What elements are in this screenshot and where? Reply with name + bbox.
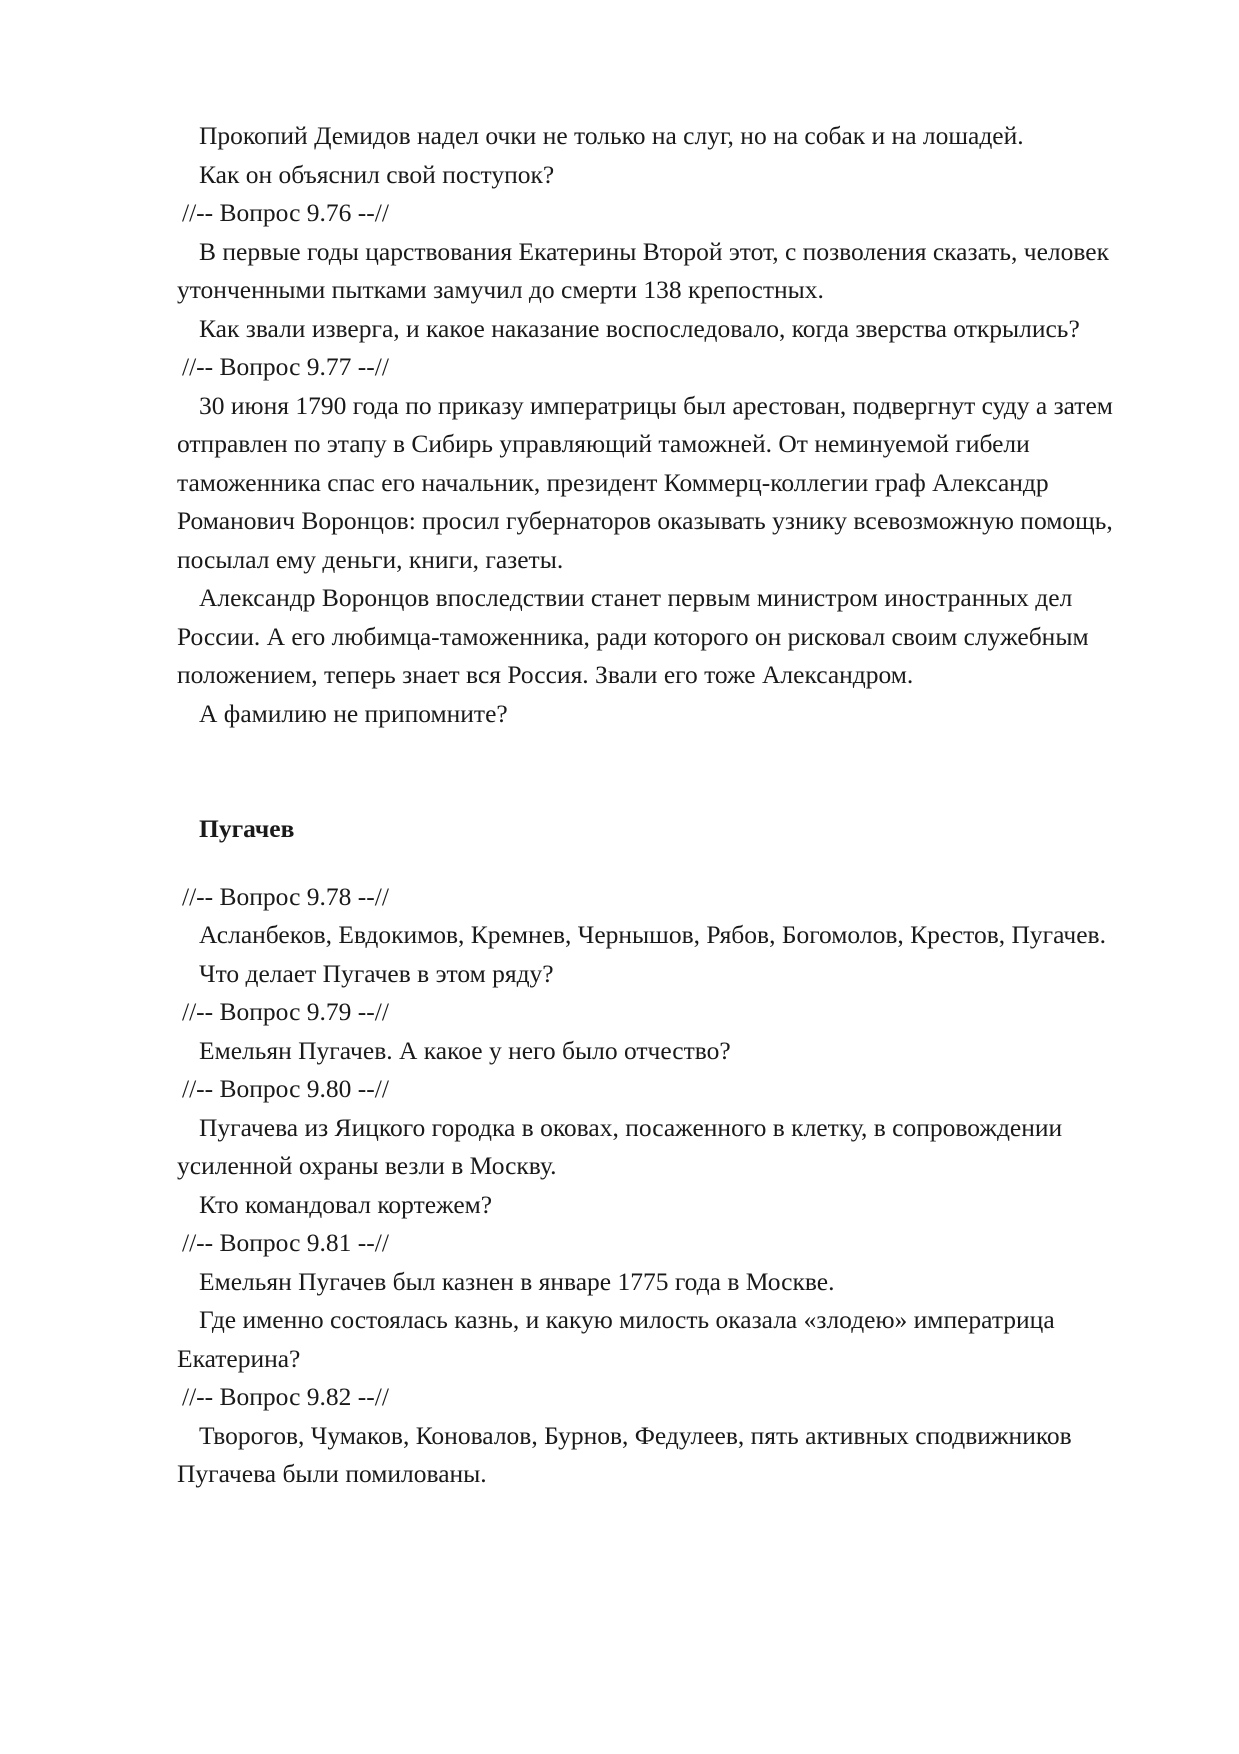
question-marker: //-- Вопрос 9.79 --// [182,997,389,1026]
document-body [177,117,1149,1494]
question-marker: //-- Вопрос 9.81 --// [182,1228,389,1257]
paragraph: А фамилию не припомните? [199,698,508,728]
section-spacer [177,733,1149,810]
paragraph: Кто командовал кортежем? [199,1189,493,1219]
question-marker: //-- Вопрос 9.82 --// [182,1382,389,1411]
paragraph: 30 июня 1790 года по приказу императрицы был арестован, подвергнут суду а затем отправлен по этапу в Сибирь управляющий таможней. От неминуемой гибели таможенника спас его начальник, президент Коммерц-коллегии граф Александр Романович Воронцов: просил губернаторов оказывать узнику всевозможную помощь, посылал ему деньги, книги, газеты. [177,390,1113,574]
question-marker: //-- Вопрос 9.78 --// [182,881,389,911]
paragraph: Как звали изверга, и какое наказание воспоследовало, когда зверства открылись? [199,313,1080,343]
paragraph: Творогов, Чумаков, Коновалов, Бурнов, Федулеев, пять активных сподвижников Пугачева были помилованы. [177,1420,1072,1488]
paragraph: Асланбеков, Евдокимов, Кремнев, Чернышов, Рябов, Богомолов, Крестов, Пугачев. [199,920,1106,949]
paragraph: Прокопий Демидов надел очки не только на слуг, но на собак и на лошадей. [199,121,1024,150]
section-heading: Пугачев [199,814,295,843]
paragraph: В первые годы царствования Екатерины Второй этот, с позволения сказать, человек утонченными пытками замучил до смерти 138 крепостных. [177,236,1109,304]
paragraph: Емельян Пугачев был казнен в январе 1775 года в Москве. [199,1266,835,1296]
heading-spacer [177,849,1149,878]
paragraph: Емельян Пугачев. А какое у него было отчество? [199,1035,731,1065]
question-marker: //-- Вопрос 9.80 --// [182,1074,389,1103]
paragraph: Где именно состоялась казнь, и какую милость оказала «злодею» императрица Екатерина? [177,1305,1055,1373]
question-marker: //-- Вопрос 9.76 --// [182,198,389,227]
paragraph: Пугачева из Яицкого городка в оковах, посаженного в клетку, в сопровождении усиленной охраны везли в Москву. [177,1112,1063,1180]
paragraph: Александр Воронцов впоследствии станет первым министром иностранных дел России. А его любимца-таможенника, ради которого он рисковал своим служебным положением, теперь знает вся Россия. Звали его тоже Александром. [177,583,1089,689]
paragraph: Что делает Пугачев в этом ряду? [199,958,554,988]
paragraph: Как он объяснил свой поступок? [199,159,555,189]
question-marker: //-- Вопрос 9.77 --// [182,352,389,381]
